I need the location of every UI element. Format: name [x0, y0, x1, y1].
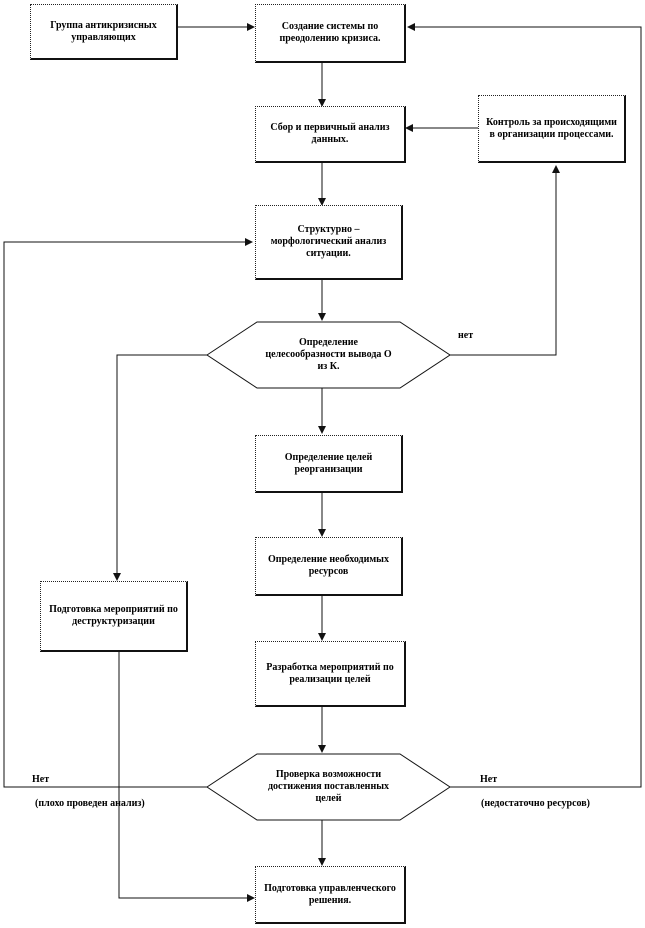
arrow-check-back-to-structural	[4, 242, 252, 787]
box-anticrisis-group	[30, 4, 178, 60]
box-destructuring-prep	[40, 581, 188, 652]
label-bad-analysis: (плохо проведен анализ)	[35, 798, 145, 809]
label-insufficient-resources: (недостаточно ресурсов)	[481, 798, 591, 809]
box-measures-dev-text: Разработка мероприятий по реализации целей	[266, 661, 394, 685]
box-resources	[255, 537, 403, 596]
box-create-system-text: Создание системы по преодолению кризиса.	[279, 21, 381, 44]
box-data-collection	[255, 106, 406, 163]
arrow-decision-to-destructuring	[117, 355, 207, 580]
box-anticrisis-group-text: Группа антикризисных управляющих	[50, 19, 157, 43]
box-reorg-goals	[255, 435, 403, 493]
box-management-decision	[255, 866, 406, 924]
label-no-top: нет	[458, 330, 474, 341]
box-structural-analysis	[255, 205, 403, 280]
box-reorg-goals-text: Определение целей реорганизации	[284, 451, 373, 475]
box-structural-analysis-text: Структурно – морфологический анализ ситуации.	[270, 224, 387, 259]
arrow-no-to-control	[450, 166, 556, 355]
box-process-control	[478, 95, 626, 163]
box-measures-dev	[255, 641, 406, 707]
box-create-system	[255, 4, 406, 63]
label-no-left: Нет	[32, 774, 50, 785]
box-data-collection-text: Сбор и первичный анализ данных.	[270, 122, 390, 145]
box-management-decision-text: Подготовка управленческого решения.	[264, 882, 396, 906]
box-resources-text: Определение необходимых ресурсов	[267, 554, 389, 577]
decision-feasibility-text: Проверка возможности достижения поставленных целей	[267, 769, 390, 804]
box-process-control-text: Контроль за происходящими в организации процессами.	[486, 116, 617, 140]
decision-expediency-text: Определение целесообразности вывода О из К.	[265, 337, 392, 372]
box-destructuring-prep-text: Подготовка мероприятий по деструктуризации	[49, 604, 178, 627]
label-no-right: Нет	[480, 774, 498, 785]
